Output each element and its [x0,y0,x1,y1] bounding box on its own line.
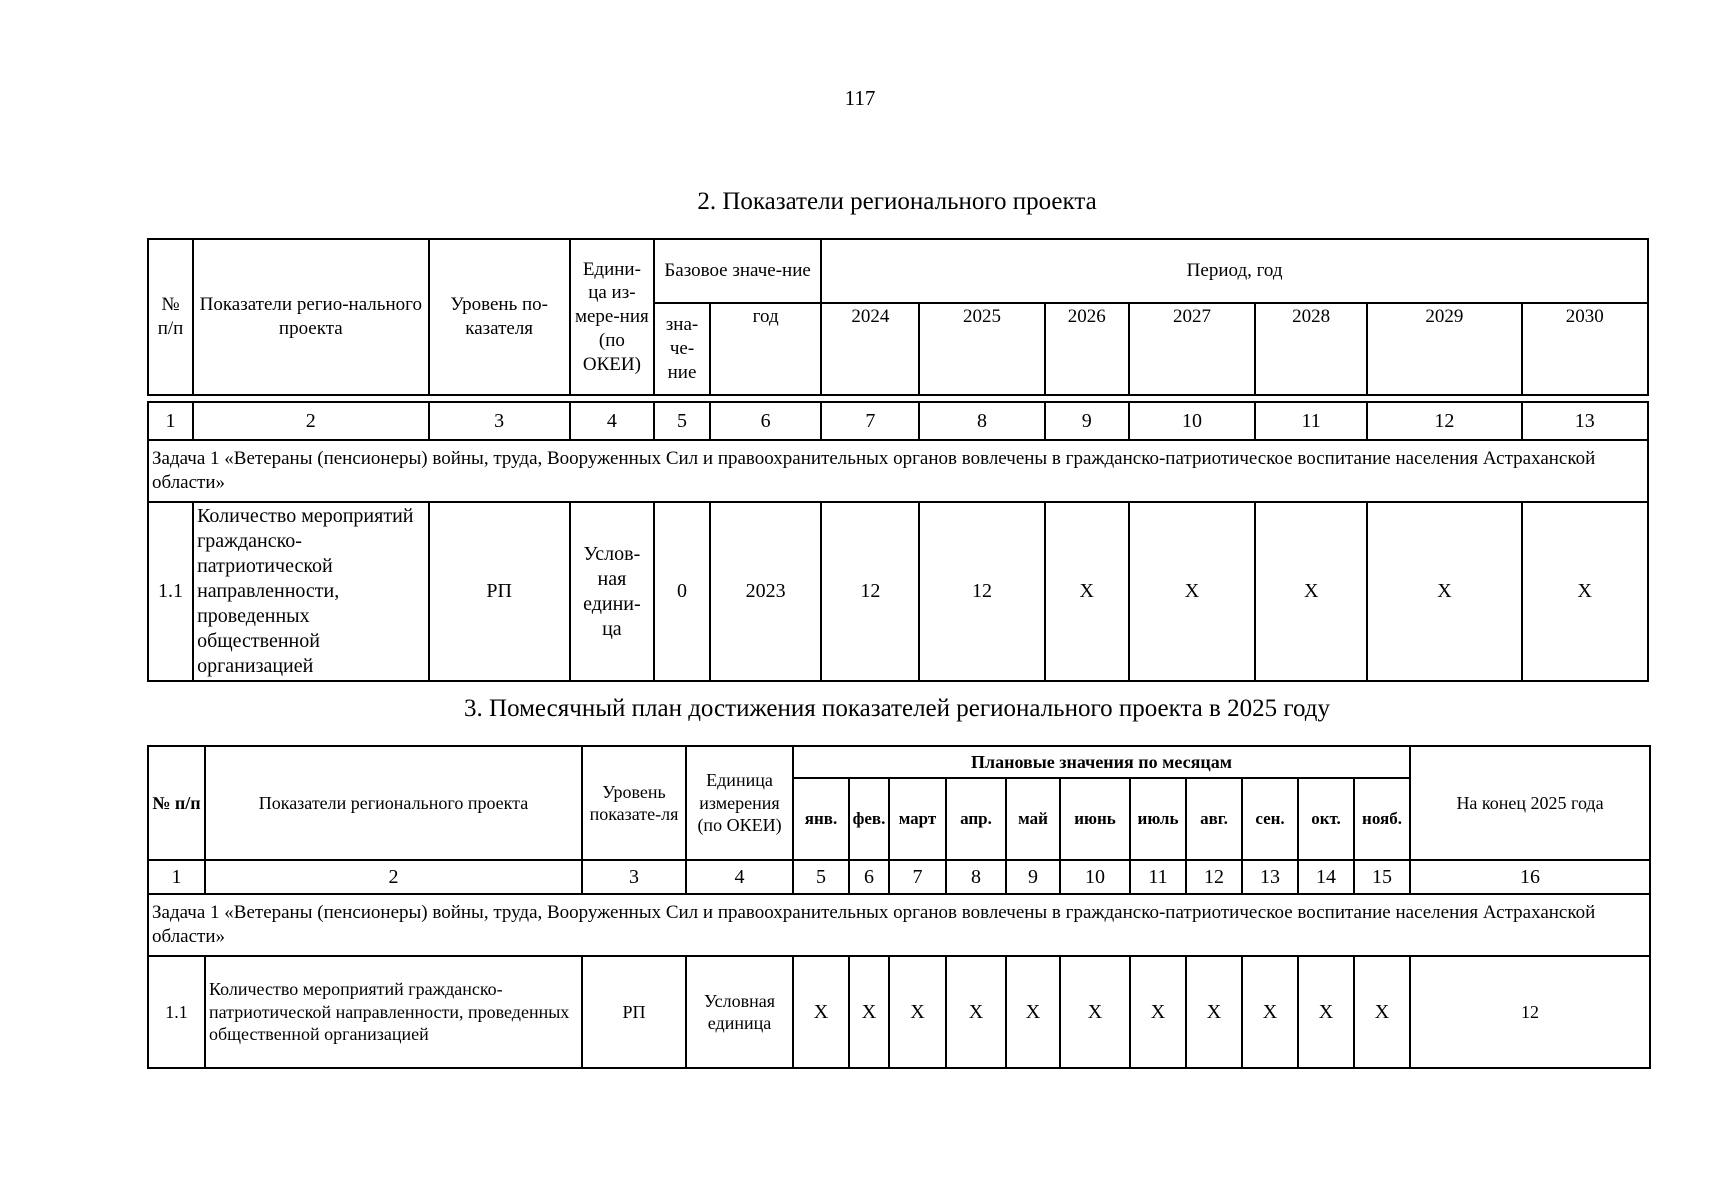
row-end-value: 12 [1410,956,1650,1068]
section-3-title: 3. Помесячный план достижения показателей регионального проекта в 2025 году [464,695,1330,722]
row-month-value: X [1060,956,1130,1068]
column-number: 11 [1130,860,1186,894]
row-level: РП [582,956,686,1068]
header-period: Период, год [821,239,1648,303]
header-unit: Едини-ца из-мере-ния (по ОКЕИ) [570,239,654,395]
row-indicator: Количество мероприятий гражданско-патриотической направленности, проведенных общественной организацией [205,956,582,1068]
header-month: фев. [849,778,889,860]
header-base-year: год [710,303,821,395]
header-month: май [1006,778,1060,860]
header-month: авг. [1186,778,1242,860]
row-value: X [1255,502,1367,681]
header-month: сен. [1242,778,1298,860]
header-end: На конец 2025 года [1410,746,1650,860]
row-month-value: X [1354,956,1410,1068]
header-unit: Единица измерения (по ОКЕИ) [686,746,793,860]
header-indicator: Показатели регионального проекта [205,746,582,860]
section-2-title: 2. Показатели регионального проекта [697,188,1097,215]
row-value: 12 [919,502,1044,681]
column-number: 11 [1255,402,1367,440]
header-base-value: зна-че-ние [654,303,710,395]
row-value: 12 [821,502,919,681]
column-number: 14 [1298,860,1354,894]
column-number: 8 [919,402,1044,440]
column-number: 8 [946,860,1006,894]
row-unit: Услов-ная едини-ца [570,502,654,681]
row-month-value: X [793,956,849,1068]
column-number: 13 [1242,860,1298,894]
row-month-value: X [946,956,1006,1068]
column-number: 9 [1006,860,1060,894]
header-level: Уровень показате-ля [582,746,686,860]
header-month: март [889,778,946,860]
row-month-value: X [1130,956,1186,1068]
row-month-value: X [1186,956,1242,1068]
column-number: 4 [686,860,793,894]
header-level: Уровень по-казателя [429,239,570,395]
indicators-table [147,238,1649,682]
row-month-value: X [849,956,889,1068]
header-month: окт. [1298,778,1354,860]
row-unit: Условная единица [686,956,793,1068]
header-year: 2029 [1367,303,1521,395]
column-number: 12 [1186,860,1242,894]
column-number: 2 [205,860,582,894]
header-month: июль [1130,778,1186,860]
column-number: 5 [793,860,849,894]
column-number: 3 [582,860,686,894]
column-number: 7 [821,402,919,440]
column-number: 13 [1522,402,1648,440]
row-value: X [1045,502,1129,681]
row-value: X [1367,502,1521,681]
column-number: 2 [193,402,428,440]
column-number: 12 [1367,402,1521,440]
row-value: X [1129,502,1255,681]
column-number: 4 [570,402,654,440]
row-base-value: 0 [654,502,710,681]
row-month-value: X [1006,956,1060,1068]
column-number: 7 [889,860,946,894]
column-number: 1 [148,402,193,440]
header-num: № п/п [148,239,193,395]
header-year: 2024 [821,303,919,395]
header-month: июнь [1060,778,1130,860]
row-value: X [1522,502,1648,681]
row-level: РП [429,502,570,681]
row-month-value: X [1298,956,1354,1068]
row-num: 1.1 [148,956,205,1068]
column-number: 6 [710,402,821,440]
column-number: 10 [1060,860,1130,894]
header-indicator: Показатели регио-нального проекта [193,239,428,395]
table-row [148,502,1648,681]
page-number: 117 [844,86,876,110]
column-number: 15 [1354,860,1410,894]
column-number: 1 [148,860,205,894]
header-year: 2027 [1129,303,1255,395]
header-base: Базовое значе-ние [654,239,821,303]
row-month-value: X [889,956,946,1068]
header-month: янв. [793,778,849,860]
header-year: 2030 [1522,303,1648,395]
task-row: Задача 1 «Ветераны (пенсионеры) войны, труда, Вооруженных Сил и правоохранительных органов вовлечены в гражданско-патриотическое воспитание населения Астраханской области» [148,894,1650,956]
header-plan: Плановые значения по месяцам [793,746,1410,778]
header-month: апр. [946,778,1006,860]
row-base-year: 2023 [710,502,821,681]
column-number: 9 [1045,402,1129,440]
row-num: 1.1 [148,502,193,681]
column-number: 3 [429,402,570,440]
column-number: 5 [654,402,710,440]
header-year: 2026 [1045,303,1129,395]
column-number: 10 [1129,402,1255,440]
header-month: нояб. [1354,778,1410,860]
table-row [148,956,1650,1068]
header-year: 2028 [1255,303,1367,395]
header-year: 2025 [919,303,1044,395]
column-number: 6 [849,860,889,894]
row-indicator: Количество мероприятий гражданско-патриотической направленности, проведенных общественной организацией [193,502,428,681]
column-number: 16 [1410,860,1650,894]
row-month-value: X [1242,956,1298,1068]
header-num: № п/п [148,746,205,860]
task-row: Задача 1 «Ветераны (пенсионеры) войны, труда, Вооруженных Сил и правоохранительных органов вовлечены в гражданско-патриотическое воспитание населения Астраханской области» [148,440,1648,502]
monthly-plan-table [147,745,1651,1069]
